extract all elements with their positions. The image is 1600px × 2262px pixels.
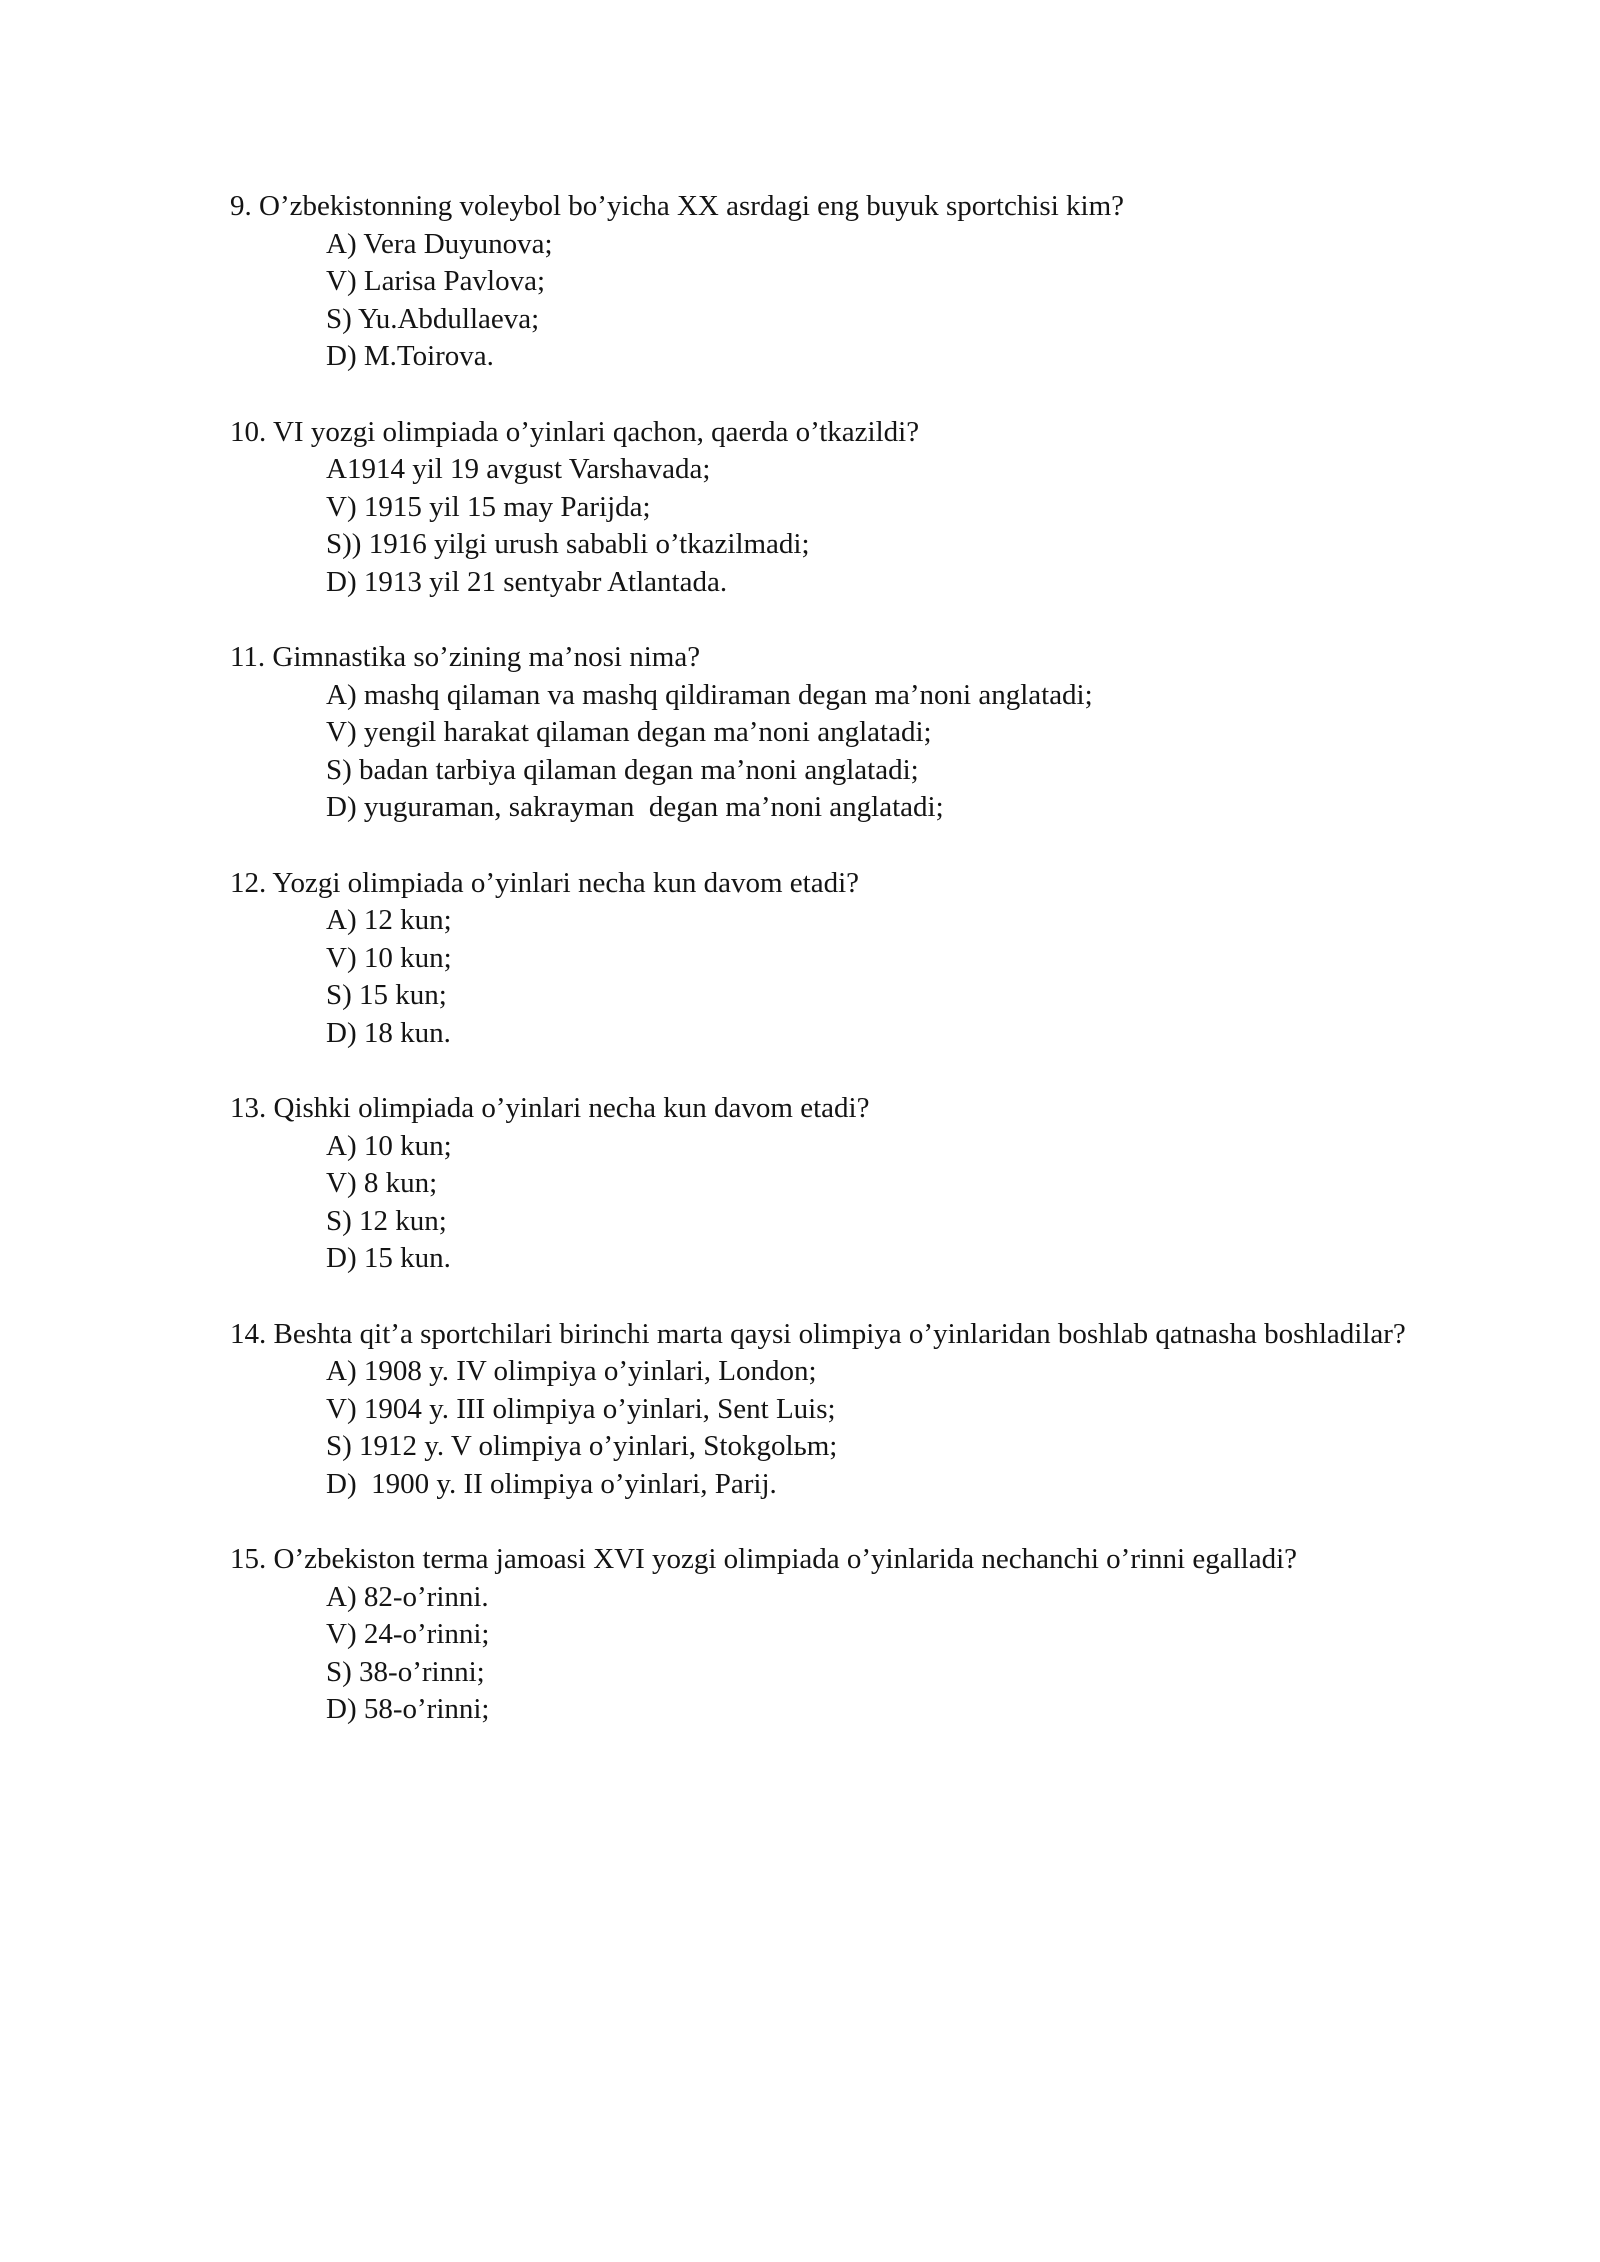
question-text: 10. VI yozgi olimpiada o’yinlari qachon, qaerda o’tkazildi?: [230, 415, 920, 448]
answer-option-s: S) 12 kun;: [326, 1204, 447, 1237]
answer-option-s: S) 15 kun;: [326, 979, 447, 1011]
answer-option-s: S) 1912 y. V olimpiya o’yinlari, Stokgolьm;: [326, 1430, 838, 1462]
question-text: 13. Qishki olimpiada o’yinlari necha kun davom etadi?: [230, 1092, 870, 1124]
answer-options: [230, 1353, 1450, 1503]
question-13: [230, 1090, 1450, 1278]
answer-option-a: A1914 yil 19 avgust Varshavada;: [326, 453, 711, 485]
question-text: 15. O’zbekiston terma jamoasi XVI yozgi olimpiada o’yinlarida nechanchi o’rinni egalladi?: [230, 1543, 1298, 1575]
answer-options: [230, 1579, 1450, 1729]
answer-options: [230, 677, 1450, 827]
question-14: [230, 1316, 1450, 1504]
answer-option-d: D) 58-o’rinni;: [326, 1693, 490, 1725]
answer-option-d: D) 15 kun.: [326, 1242, 451, 1274]
answer-option-s: S)) 1916 yilgi urush sababli o’tkazilmadi;: [326, 528, 810, 560]
answer-option-s: S) Yu.Abdullaeva;: [326, 302, 540, 335]
answer-option-a: A) 12 kun;: [326, 904, 452, 936]
answer-option-d: D) 1900 y. II olimpiya o’yinlari, Parij.: [326, 1467, 777, 1500]
answer-option-a: A) Vera Duyunova;: [326, 227, 553, 260]
answer-option-v: V) 1915 yil 15 may Parijda;: [326, 490, 651, 523]
question-11: [230, 639, 1450, 827]
answer-options: [230, 902, 1450, 1052]
answer-option-d: D) M.Toirova.: [326, 340, 494, 372]
answer-option-v: V) 10 kun;: [326, 941, 452, 974]
answer-option-d: D) 1913 yil 21 sentyabr Atlantada.: [326, 565, 728, 598]
question-text: 12. Yozgi olimpiada o’yinlari necha kun davom etadi?: [230, 866, 859, 899]
question-text: 11. Gimnastika so’zining ma’nosi nima?: [230, 641, 701, 673]
answer-option-a: A) 82-o’rinni.: [326, 1580, 489, 1613]
question-10: [230, 414, 1450, 602]
question-text: 9. O’zbekistonning voleybol bo’yicha XX asrdagi eng buyuk sportchisi kim?: [230, 190, 1125, 222]
question-12: [230, 865, 1450, 1053]
answer-options: [230, 226, 1450, 376]
answer-option-v: V) 8 kun;: [326, 1167, 438, 1199]
question-list: [230, 188, 1450, 1767]
answer-option-s: S) badan tarbiya qilaman degan ma’noni anglatadi;: [326, 753, 919, 786]
answer-options: [230, 451, 1450, 601]
answer-option-v: V) Larisa Pavlova;: [326, 265, 546, 297]
answer-option-v: V) 24-o’rinni;: [326, 1618, 490, 1650]
answer-option-d: D) 18 kun.: [326, 1016, 451, 1049]
answer-option-a: A) 10 kun;: [326, 1129, 452, 1162]
answer-option-a: A) 1908 y. IV olimpiya o’yinlari, London;: [326, 1355, 817, 1387]
question-text: 14. Beshta qit’a sportchilari birinchi marta qaysi olimpiya o’yinlaridan boshlab qatnasha boshladilar?: [230, 1317, 1406, 1350]
answer-option-a: A) mashq qilaman va mashq qildiraman degan ma’noni anglatadi;: [326, 678, 1093, 711]
answer-option-s: S) 38-o’rinni;: [326, 1655, 485, 1688]
answer-option-v: V) 1904 y. III olimpiya o’yinlari, Sent Luis;: [326, 1392, 836, 1425]
answer-option-v: V) yengil harakat qilaman degan ma’noni anglatadi;: [326, 716, 932, 748]
answer-options: [230, 1128, 1450, 1278]
question-9: [230, 188, 1450, 376]
question-15: [230, 1541, 1450, 1729]
answer-option-d: D) yuguraman, sakrayman degan ma’noni anglatadi;: [326, 791, 944, 823]
